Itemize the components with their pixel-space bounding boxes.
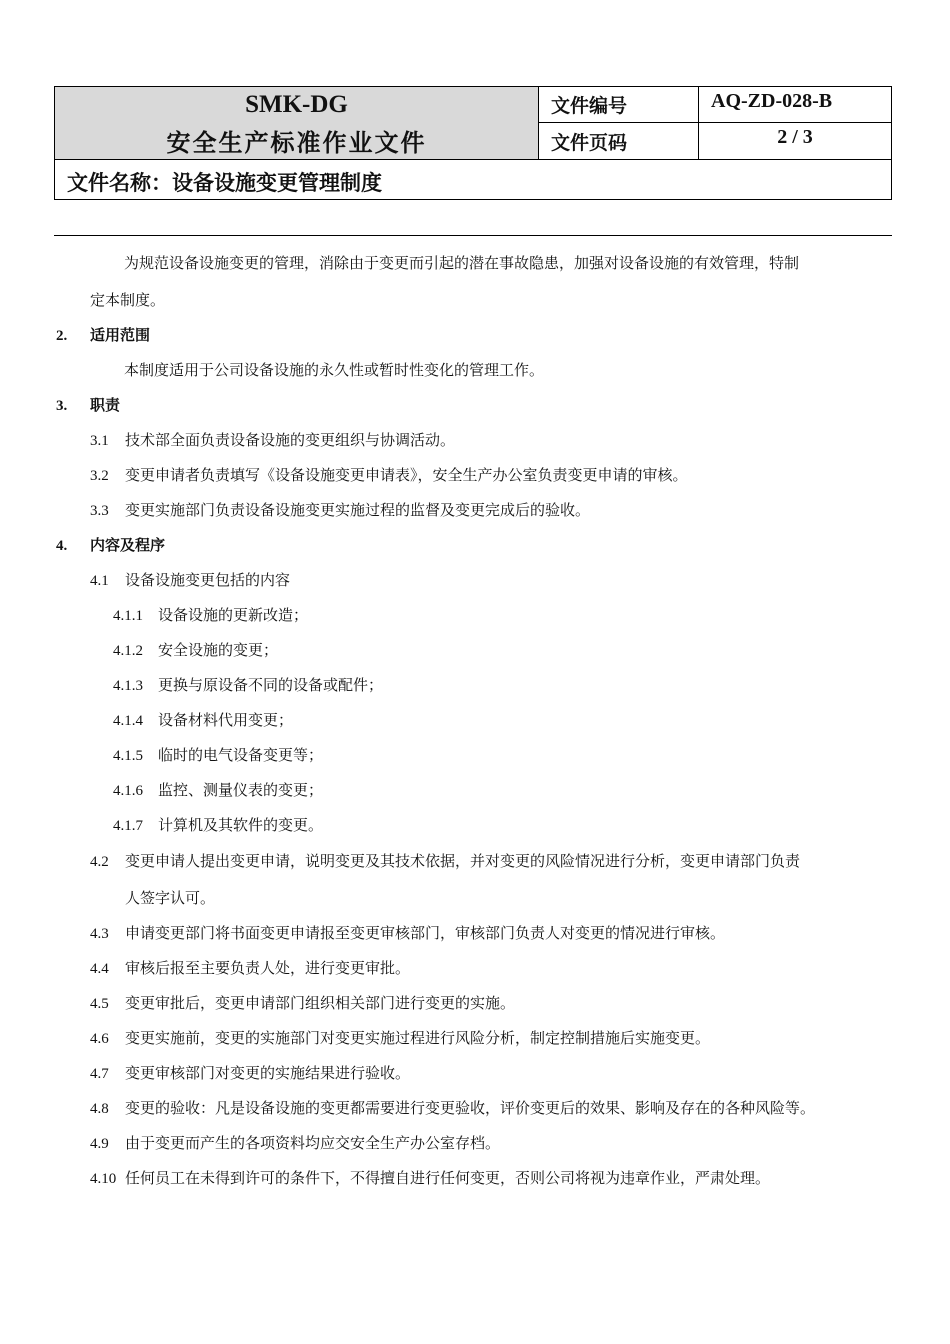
company-code: SMK-DG [245, 91, 348, 118]
intro-paragraph-line2: 定本制度。 [90, 291, 166, 309]
item-number: 4.2 [90, 854, 109, 870]
doc-number-value: AQ-ZD-028-B [699, 87, 891, 123]
item-number: 3.1 [90, 433, 109, 449]
item-number: 4.7 [90, 1066, 109, 1082]
section-4-heading [56, 534, 165, 555]
item-text: 设备材料代用变更； [158, 711, 294, 729]
item-number: 4.5 [90, 996, 109, 1012]
page-number-value: 2 / 3 [699, 123, 891, 160]
sub-list-item [113, 779, 323, 800]
header-divider [54, 235, 892, 236]
section-title: 内容及程序 [90, 536, 166, 554]
item-number: 4.9 [90, 1136, 109, 1152]
item-number: 3.2 [90, 468, 109, 484]
item-text: 临时的电气设备变更等； [158, 746, 324, 764]
list-item [90, 464, 688, 485]
list-item [90, 1167, 770, 1188]
section-number: 3. [56, 398, 68, 414]
item-text: 审核后报至主要负责人处，进行变更审批。 [125, 959, 411, 977]
sub-list-item [113, 709, 293, 730]
list-item [90, 1132, 500, 1153]
header-subtitle: 安全生产标准作业文件 [166, 128, 427, 157]
item-number: 4.8 [90, 1101, 109, 1117]
item-number: 4.1.1 [113, 608, 143, 624]
intro-paragraph-line1: 为规范设备设施变更的管理，消除由于变更而引起的潜在事故隐患，加强对设备设施的有效管理，特制 [124, 254, 800, 272]
item-text: 变更审核部门对变更的实施结果进行验收。 [125, 1064, 411, 1082]
document-header [54, 86, 892, 200]
sub-list-item [113, 674, 383, 695]
item-number: 4.3 [90, 926, 109, 942]
sub-list-item [113, 639, 278, 660]
item-text: 任何员工在未得到许可的条件下，不得擅自进行任何变更，否则公司将视为违章作业，严肃处理。 [125, 1169, 771, 1187]
list-item [90, 429, 455, 450]
item-text: 安全设施的变更； [158, 641, 279, 659]
item-text: 申请变更部门将书面变更申请报至变更审核部门，审核部门负责人对变更的情况进行审核。 [125, 924, 726, 942]
section-title: 职责 [90, 396, 121, 414]
item-number: 3.3 [90, 503, 109, 519]
item-number: 4.1.2 [113, 643, 143, 659]
list-item [90, 992, 515, 1013]
item-text: 设备设施的更新改造； [158, 606, 309, 624]
item-number: 4.1.7 [113, 818, 143, 834]
item-number: 4.1.5 [113, 748, 143, 764]
list-item [90, 1027, 710, 1048]
section-number: 4. [56, 538, 68, 554]
item-text: 变更申请人提出变更申请，说明变更及其技术依据，并对变更的风险情况进行分析，变更申请部门负责 [125, 852, 801, 870]
item-number: 4.1.6 [113, 783, 143, 799]
sub-list-item [113, 744, 323, 765]
list-item-continuation: 人签字认可。 [125, 889, 216, 907]
page-number-label: 文件页码 [539, 123, 699, 160]
document-name: 文件名称：设备设施变更管理制度 [67, 170, 382, 195]
item-text: 更换与原设备不同的设备或配件； [158, 676, 384, 694]
item-text: 设备设施变更包括的内容 [125, 571, 291, 589]
item-number: 4.6 [90, 1031, 109, 1047]
item-text: 由于变更而产生的各项资料均应交安全生产办公室存档。 [125, 1134, 501, 1152]
item-number: 4.1.3 [113, 678, 143, 694]
item-text: 变更审批后，变更申请部门组织相关部门进行变更的实施。 [125, 994, 516, 1012]
list-item [90, 569, 290, 590]
list-item [90, 922, 725, 943]
sub-list-item [113, 604, 308, 625]
item-text: 变更实施前，变更的实施部门对变更实施过程进行风险分析，制定控制措施后实施变更。 [125, 1029, 711, 1047]
section-number: 2. [56, 328, 68, 344]
list-item [90, 957, 410, 978]
item-text: 变更实施部门负责设备设施变更实施过程的监督及变更完成后的验收。 [125, 501, 591, 519]
list-item [90, 850, 800, 871]
item-number: 4.4 [90, 961, 109, 977]
item-text: 计算机及其软件的变更。 [158, 816, 324, 834]
item-text: 变更申请者负责填写《设备设施变更申请表》，安全生产办公室负责变更申请的审核。 [125, 466, 688, 484]
section-title: 适用范围 [90, 326, 151, 344]
item-text: 监控、测量仪表的变更； [158, 781, 324, 799]
list-item [90, 1097, 815, 1118]
item-text: 变更的验收：凡是设备设施的变更都需要进行变更验收，评价变更后的效果、影响及存在的各种风险等。 [125, 1099, 816, 1117]
section-2-heading [56, 324, 150, 345]
section-3-heading [56, 394, 120, 415]
header-title-block [55, 87, 539, 160]
item-number: 4.1.4 [113, 713, 143, 729]
item-text: 技术部全面负责设备设施的变更组织与协调活动。 [125, 431, 456, 449]
list-item [90, 499, 590, 520]
item-number: 4.1 [90, 573, 109, 589]
doc-number-label: 文件编号 [539, 87, 699, 123]
section-2-text: 本制度适用于公司设备设施的永久性或暂时性变化的管理工作。 [124, 361, 545, 379]
item-number: 4.10 [90, 1171, 117, 1187]
sub-list-item [113, 814, 323, 835]
list-item [90, 1062, 410, 1083]
